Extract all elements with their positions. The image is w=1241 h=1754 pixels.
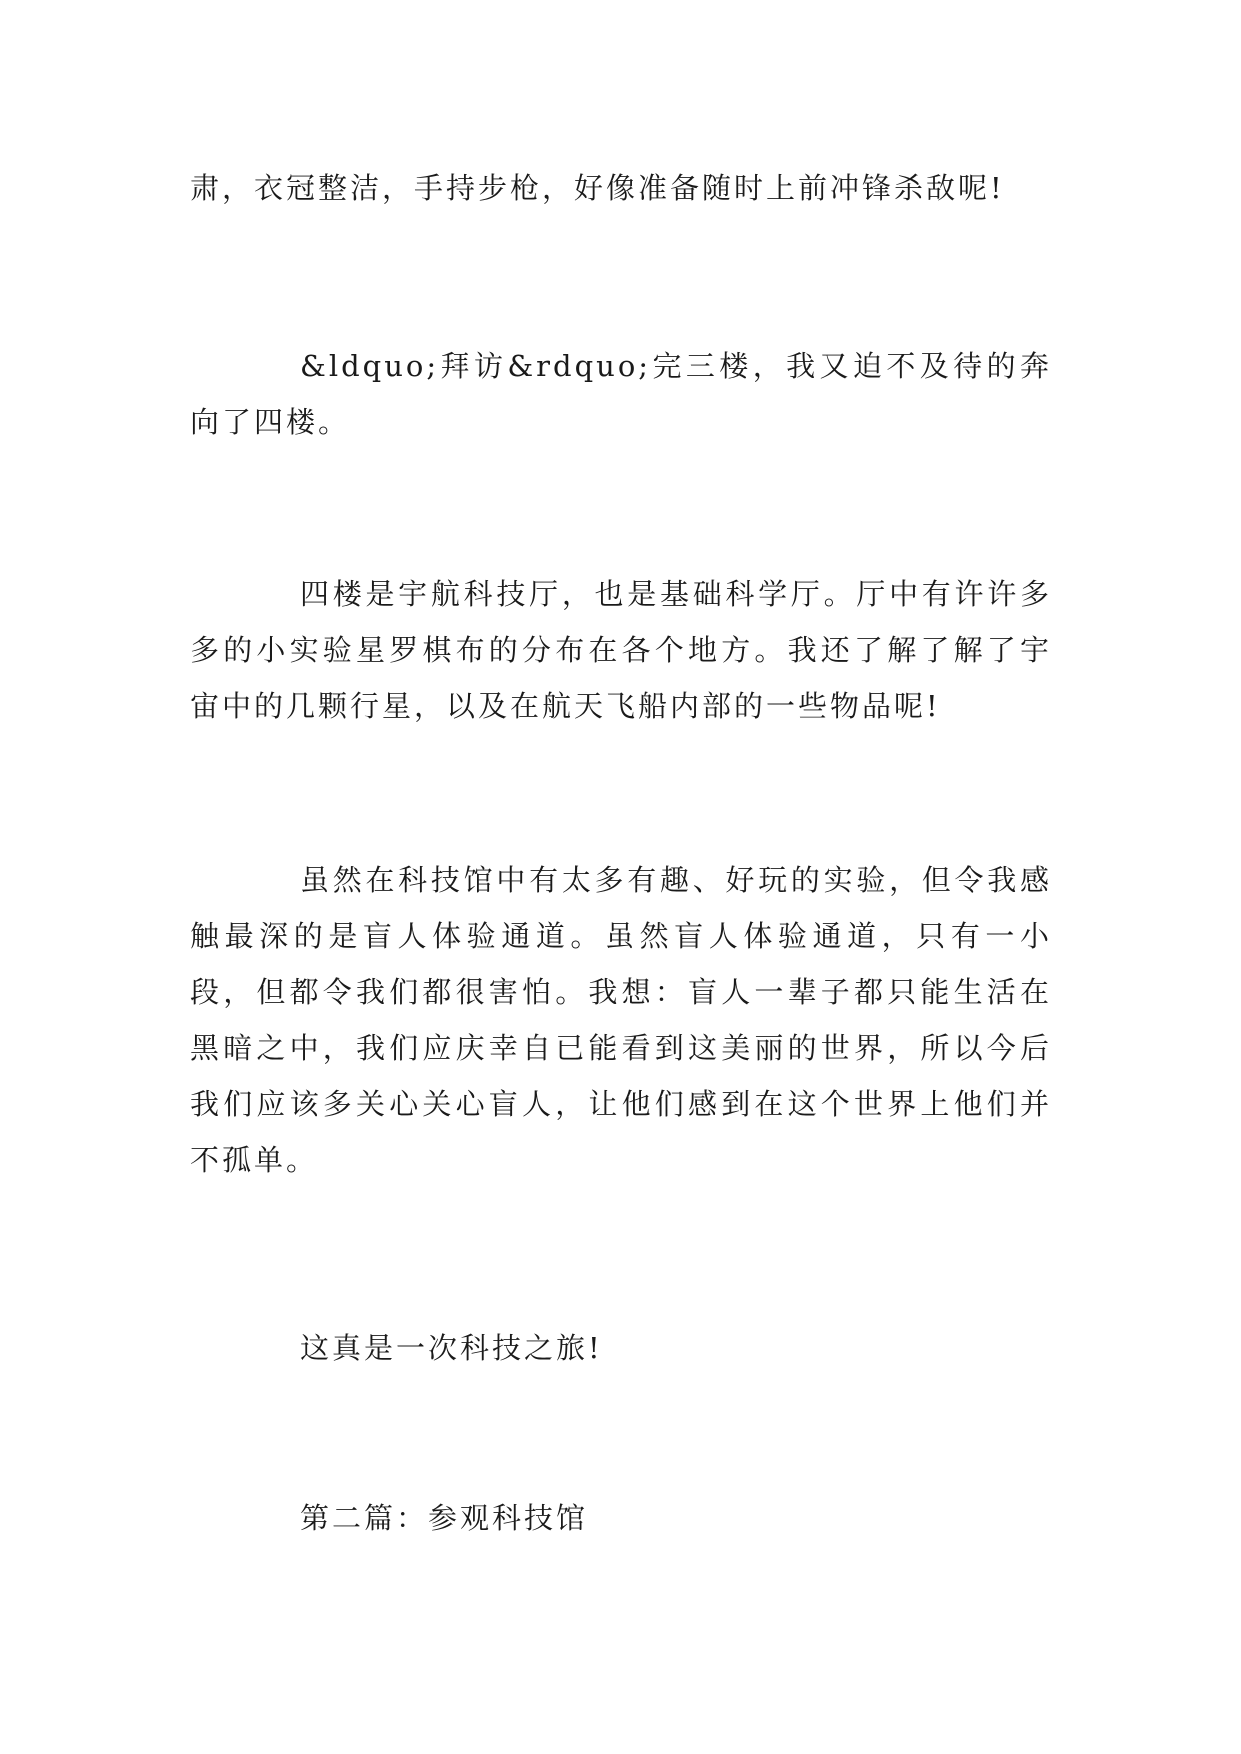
paragraph-space-science-hall: 四楼是宇航科技厅，也是基础科学厅。厅中有许许多多的小实验星罗棋布的分布在各个地方。我还了解了解了宇宙中的几颗行星，以及在航天飞船内部的一些物品呢!	[190, 577, 1052, 723]
section-heading: 第二篇：参观科技馆	[300, 1501, 589, 1535]
paragraph-continuation: 肃，衣冠整洁，手持步枪，好像准备随时上前冲锋杀敌呢!	[190, 171, 1005, 205]
paragraph-fourth-floor-visit: &ldquo;拜访&rdquo;完三楼，我又迫不及待的奔向了四楼。	[190, 349, 1052, 439]
paragraph-blind-experience: 虽然在科技馆中有太多有趣、好玩的实验，但令我感触最深的是盲人体验通道。虽然盲人体验通道，只有一小段，但都令我们都很害怕。我想：盲人一辈子都只能生活在黑暗之中，我们应庆幸自已能看到这美丽的世界，所以今后我们应该多关心关心盲人，让他们感到在这个世界上他们并不孤单。	[190, 863, 1052, 1177]
paragraph-conclusion: 这真是一次科技之旅!	[300, 1331, 603, 1365]
